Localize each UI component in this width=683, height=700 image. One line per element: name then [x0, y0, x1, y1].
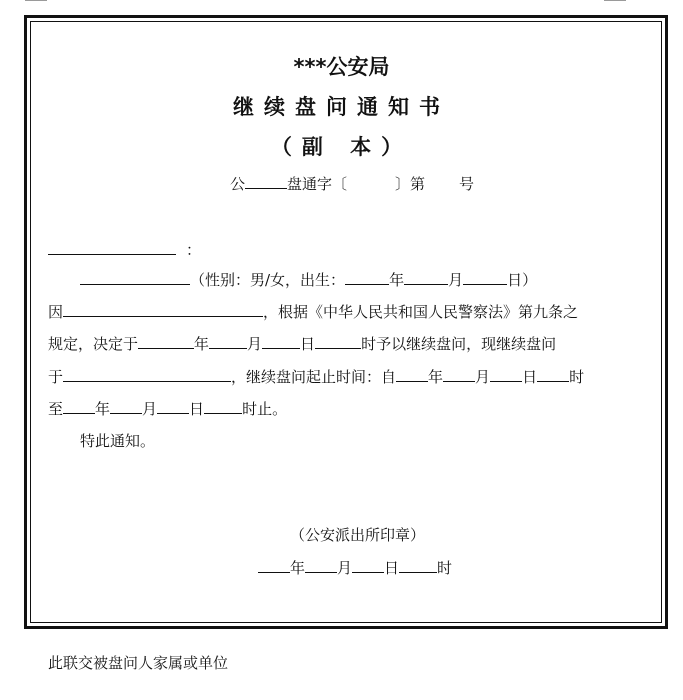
doc-number-blank — [245, 187, 287, 189]
document-number: 公 盘通字〔 〕第 号 — [230, 175, 475, 193]
page-corner-mark — [604, 0, 626, 1]
signature-date-line: 年 月 日 时 — [258, 557, 452, 578]
name-blank — [80, 283, 190, 285]
recipient-blank — [48, 253, 176, 255]
copy-label: （副 本） — [270, 135, 413, 159]
reason-line: 因 ，根据《中华人民共和国人民警察法》第九条之 — [48, 303, 579, 321]
footer-note: 此联交被盘问人家属或单位 — [48, 654, 229, 672]
location-blank — [63, 380, 231, 382]
end-time-line: 至 年 月 日 时止。 — [48, 400, 288, 418]
issuer-title: ***公安局 — [293, 55, 390, 79]
notice-text: 特此通知。 — [80, 432, 156, 450]
recipient-line: ： — [48, 239, 201, 260]
seal-caption: （公安派出所印章） — [290, 526, 426, 544]
person-info-line: （性别：男/女，出生： 年 月 日） — [80, 269, 537, 290]
document-title: 继续盘问通知书 — [233, 95, 450, 119]
page-corner-mark — [25, 0, 47, 1]
reason-blank — [63, 315, 263, 317]
decision-line: 规定，决定于 年 月 日 时予以继续盘问，现继续盘问 — [48, 335, 557, 353]
location-period-line: 于 ，继续盘问起止时间：自 年 月 日 时 — [48, 368, 585, 386]
